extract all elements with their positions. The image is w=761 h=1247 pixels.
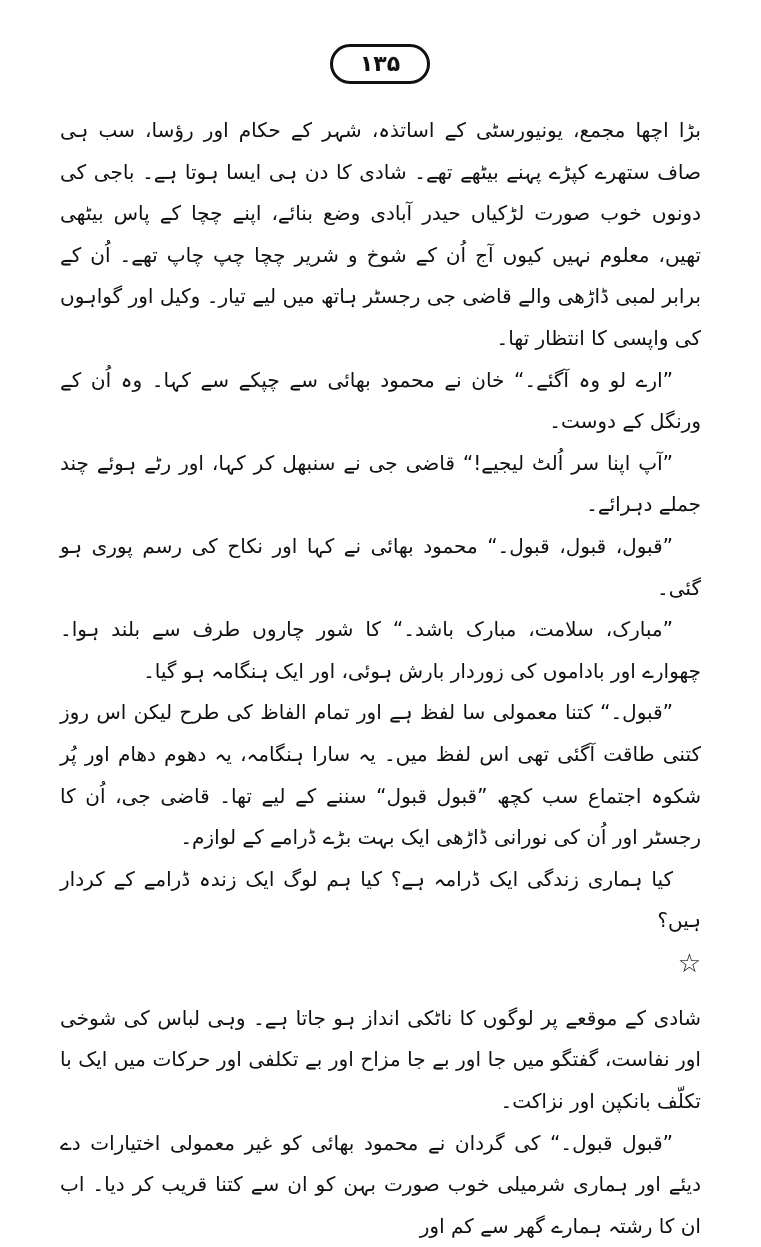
- page-number-badge: [330, 44, 430, 84]
- paragraph: شادی کے موقعے پر لوگوں کا ناٹکی انداز ہو جاتا ہے۔ وہی لباس کی شوخی اور نفاست، گفتگو میں جا اور بے جا مزاح اور بے تکلفی اور حرکات میں ایک با تکلّف بانکپن اور نزاکت۔: [60, 1005, 701, 1114]
- paragraph: ”ارے لو وہ آگئے۔“ خان نے محمود بھائی سے چپکے سے کہا۔ وہ اُن کے ورنگل کے دوست۔: [60, 367, 701, 434]
- paragraph: ”قبول۔“ کتنا معمولی سا لفظ ہے اور تمام الفاظ کی طرح لیکن اس روز کتنی طاقت آگئی تھی اس لفظ میں۔ یہ سارا ہنگامہ، یہ دھوم دھام اور پُر شکوہ اجتماع سب کچھ ”قبول قبول“ سننے کے لیے تھا۔ قاضی جی، اُن کا رجسٹر اور اُن کی نورانی ڈاڑھی ایک بہت بڑے ڈرامے کے لوازم۔: [60, 700, 701, 850]
- section-divider: [60, 942, 701, 998]
- paragraph: ”قبول، قبول، قبول۔“ محمود بھائی نے کہا اور نکاح کی رسم پوری ہو گئی۔: [60, 533, 701, 600]
- star-icon: ☆: [677, 948, 701, 979]
- paragraph: بڑا اچھا مجمع، یونیورسٹی کے اساتذہ، شہر کے حکام اور رؤسا، سب ہی صاف ستھرے کپڑے پہنے بیٹھے تھے۔ شادی کا دن ہی ایسا ہوتا ہے۔ باجی کی دونوں خوب صورت لڑکیاں حیدر آبادی وضع بنائے، اپنے چچا کے پاس بیٹھی تھیں، معلوم نہیں کیوں آج اُن کے شوخ و شریر چچا چپ چاپ تھے۔ اُن کے برابر لمبی ڈاڑھی والے قاضی جی رجسٹر ہاتھ میں لیے تیار۔ وکیل اور گواہوں کی واپسی کا انتظار تھا۔: [60, 118, 701, 350]
- paragraph: ”مبارک، سلامت، مبارک باشد۔“ کا شور چاروں طرف سے بلند ہوا۔ چھوارے اور باداموں کی زوردار بارش ہوئی، اور ایک ہنگامہ ہو گیا۔: [60, 617, 701, 683]
- page-number: ۱۳۵: [359, 51, 401, 77]
- paragraph: ”آپ اپنا سر اُلٹ لیجیے!“ قاضی جی نے سنبھل کر کہا، اور رٹے ہوئے چند جملے دہرائے۔: [60, 450, 701, 517]
- page-body: [60, 110, 701, 1247]
- paragraph: کیا ہماری زندگی ایک ڈرامہ ہے؟ کیا ہم لوگ ایک زندہ ڈرامے کے کردار ہیں؟: [60, 866, 701, 933]
- paragraph: ”قبول قبول۔“ کی گردان نے محمود بھائی کو غیر معمولی اختیارات دے دیئے اور ہماری شرمیلی خوب صورت بہن کو ان سے کتنا قریب کر دیا۔ اب ان کا رشتہ ہمارے گھر سے کم اور: [60, 1130, 701, 1238]
